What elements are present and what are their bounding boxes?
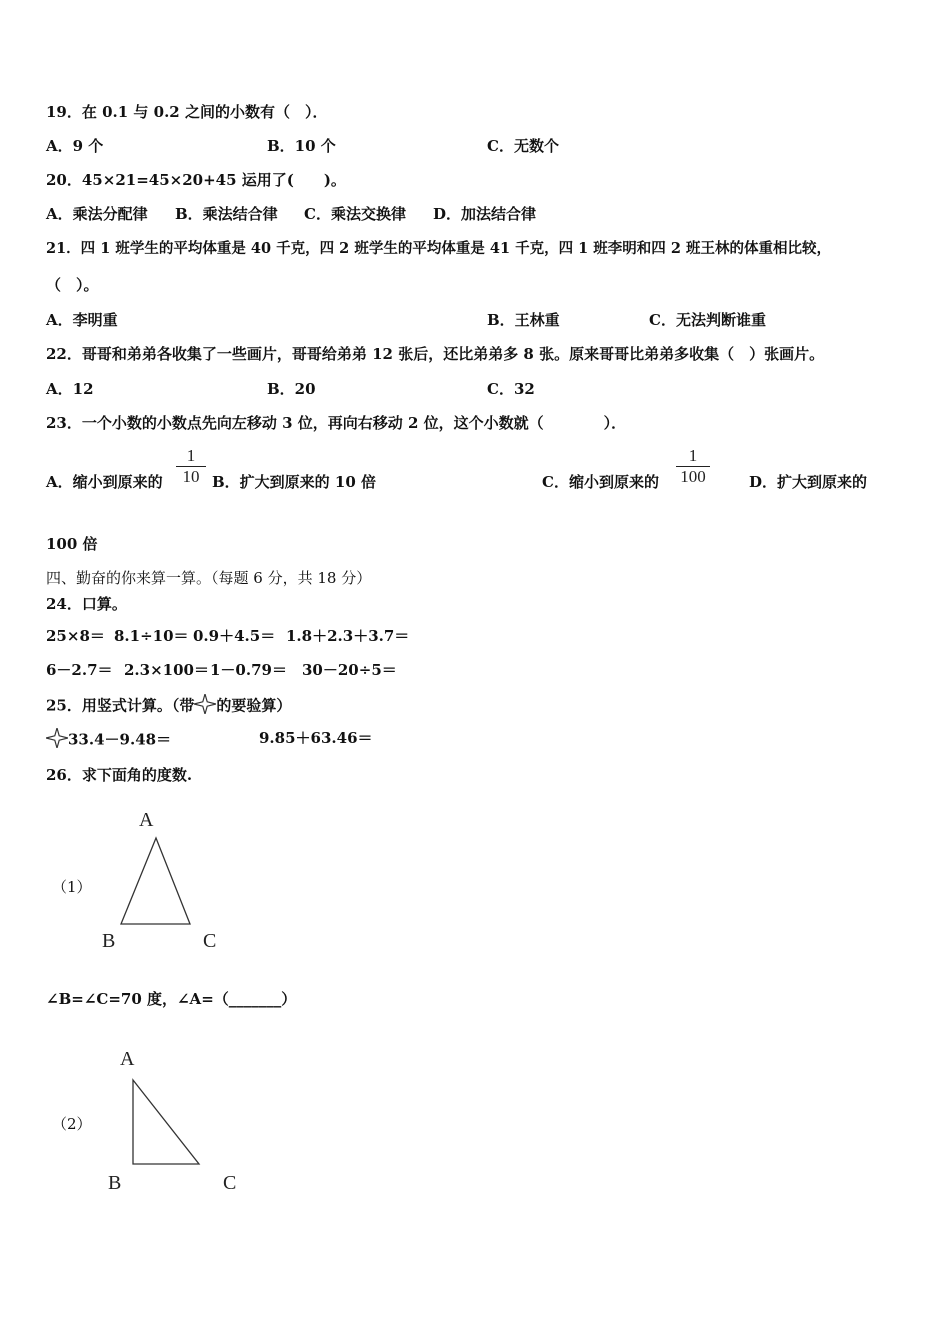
right-triangle (133, 1080, 199, 1164)
q23-option-d[interactable]: D．扩大到原来的 (749, 473, 868, 491)
vertex-label-c: C (223, 1172, 237, 1194)
q23-option-c[interactable]: C．缩小到原来的 (542, 473, 659, 491)
q24-item: 25×8＝ (46, 627, 105, 645)
q21-stem-line2: （ ）。 (46, 276, 99, 294)
q22-option-c[interactable]: C．32 (487, 380, 535, 398)
vertex-label-a: A (139, 809, 154, 831)
q22-option-b[interactable]: B．20 (267, 380, 316, 398)
star-icon (194, 694, 216, 719)
triangle-figure-2 (100, 1040, 250, 1200)
q21-option-b[interactable]: B．王林重 (487, 311, 560, 329)
q26-part2-label: （2） (52, 1115, 92, 1133)
q22-option-a[interactable]: A．12 (46, 380, 94, 398)
q21-option-c[interactable]: C．无法判断谁重 (649, 311, 766, 329)
fraction-numerator: 1 (186, 446, 196, 465)
q24-item: 8.1÷10＝ (114, 627, 189, 645)
q26-part1-label: （1） (52, 878, 92, 896)
vertex-label-c: C (203, 930, 217, 952)
q25-stem (46, 694, 291, 719)
q23-fraction-one-hundredth (676, 447, 710, 486)
q24-item: 6－2.7＝ (46, 661, 113, 679)
q24-item: 30－20÷5＝ (302, 661, 397, 679)
q26-stem: 26．求下面角的度数. (46, 766, 193, 784)
q19-stem: 19．在 0.1 与 0.2 之间的小数有（ ）． (46, 103, 328, 121)
q24-item: 1－0.79＝ (210, 661, 287, 679)
isosceles-triangle (121, 838, 190, 924)
q20-option-a[interactable]: A．乘法分配律 (46, 205, 148, 223)
q26-part1-caption: ∠B=∠C=70 度，∠A=（_______） (46, 990, 297, 1008)
q25-item-1 (46, 728, 171, 753)
fraction-denominator: 10 (182, 467, 200, 486)
q21-option-a[interactable]: A．李明重 (46, 311, 118, 329)
q25-item-1-text: 33.4－9.48＝ (68, 730, 172, 749)
fraction-denominator: 100 (680, 467, 706, 486)
q20-option-d[interactable]: D．加法结合律 (433, 205, 537, 223)
q24-item: 0.9＋4.5＝ (193, 627, 276, 645)
q20-option-b[interactable]: B．乘法结合律 (175, 205, 278, 223)
q25-item-2: 9.85＋63.46＝ (259, 729, 373, 747)
q24-stem: 24．口算。 (46, 595, 127, 613)
section-heading: 四、勤奋的你来算一算。（每题 6 分，共 18 分） (46, 569, 372, 587)
q25-stem-after: 的要验算） (216, 696, 292, 715)
q20-stem: 20．45×21=45×20+45 运用了( )。 (46, 171, 346, 189)
q24-item: 2.3×100＝ (124, 661, 209, 679)
q24-item: 1.8＋2.3＋3.7＝ (286, 627, 410, 645)
q22-stem: 22．哥哥和弟弟各收集了一些画片，哥哥给弟弟 12 张后，还比弟弟多 8 张。原来哥哥比弟弟多收集（ ）张画片。 (46, 345, 825, 363)
q23-stem: 23．一个小数的小数点先向左移动 3 位，再向右移动 2 位，这个小数就（ ）． (46, 414, 627, 432)
q21-stem-line1: 21．四 1 班学生的平均体重是 40 千克，四 2 班学生的平均体重是 41 千克，四 1 班李明和四 2 班王林的体重相比较， (46, 240, 831, 257)
q19-option-a[interactable]: A．9 个 (46, 137, 104, 155)
star-icon (46, 728, 68, 753)
triangle-figure-1 (95, 805, 230, 955)
vertex-label-b: B (108, 1172, 122, 1194)
fraction-numerator: 1 (688, 446, 698, 465)
vertex-label-b: B (102, 930, 116, 952)
q19-option-b[interactable]: B．10 个 (267, 137, 336, 155)
q23-option-d-continued: 100 倍 (46, 535, 98, 553)
q19-option-c[interactable]: C．无数个 (487, 137, 559, 155)
vertex-label-a: A (120, 1048, 135, 1070)
q25-stem-before: 25．用竖式计算。（带 (46, 696, 195, 715)
q23-option-b[interactable]: B．扩大到原来的 10 倍 (212, 473, 376, 491)
q23-option-a[interactable]: A．缩小到原来的 (46, 473, 163, 491)
q23-fraction-one-tenth (176, 447, 206, 486)
q20-option-c[interactable]: C．乘法交换律 (304, 205, 406, 223)
